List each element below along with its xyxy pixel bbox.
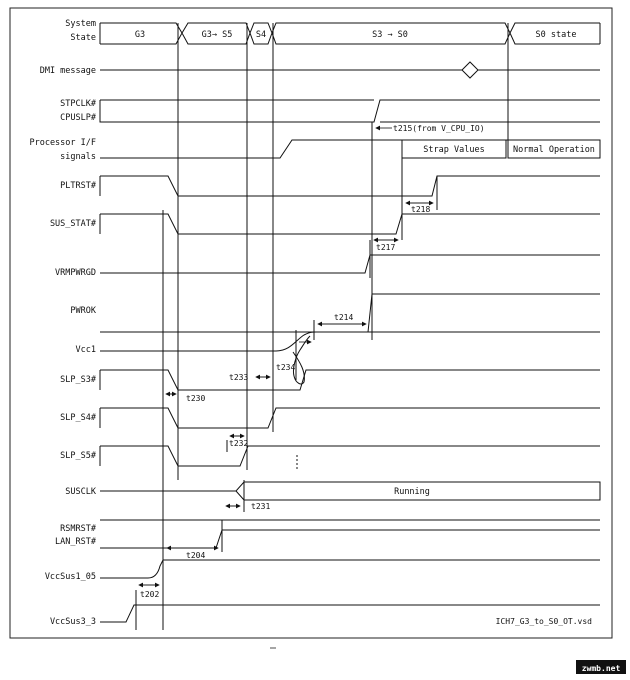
system-state-bus: [100, 23, 600, 44]
timing-t204: t204: [186, 551, 206, 560]
strap-values-label: Strap Values: [423, 145, 485, 155]
reference-lines: [136, 23, 508, 630]
state-s4: S4: [255, 30, 267, 40]
susclk-wave: [100, 482, 600, 500]
label-stpclk: STPCLK#: [60, 99, 96, 109]
label-cpuslp: CPUSLP#: [60, 113, 96, 123]
processor-if-wave: [100, 140, 600, 158]
label-processor-if: Processor I/F: [29, 138, 96, 148]
signal-labels: [29, 19, 96, 627]
state-g3: G3: [134, 30, 146, 40]
label-vccsus1-05: VccSus1_05: [44, 572, 96, 582]
timing-t233: t233: [229, 373, 249, 382]
timing-t230: t230: [186, 394, 206, 403]
running-label: Running: [394, 487, 430, 497]
label-slp-s5: SLP_S5#: [60, 451, 96, 461]
timing-t218: t218: [411, 205, 431, 214]
stpclk-cpuslp-wave: [100, 100, 600, 122]
label-pwrok: PWROK: [70, 306, 96, 316]
slp-s5-wave: [100, 446, 600, 466]
label-sus-stat: SUS_STAT#: [49, 219, 96, 229]
timing-t215: t215(from V_CPU_IO): [393, 124, 485, 133]
timing-t217: t217: [376, 243, 396, 252]
slp-s4-wave: [100, 408, 600, 428]
sus-stat-wave: [100, 214, 600, 234]
pltrst-wave: [100, 176, 600, 196]
label-dmi-message: DMI message: [39, 66, 96, 76]
state-s0: S0 state: [535, 30, 577, 40]
rsmrst-wave: [100, 520, 600, 548]
normal-operation-label: Normal Operation: [513, 145, 595, 155]
label-processor-if-2: signals: [60, 152, 96, 162]
label-system-state: System: [65, 19, 96, 29]
label-vccsus3-3: VccSus3_3: [49, 617, 96, 627]
label-slp-s3: SLP_S3#: [60, 375, 96, 385]
watermark: zwmb.net: [581, 664, 621, 673]
label-slp-s4: SLP_S4#: [60, 413, 96, 423]
label-susclk: SUSCLK: [65, 487, 96, 497]
timing-arrows: [139, 128, 433, 585]
vrmpwrgd-wave: [100, 255, 600, 273]
label-system-state-2: State: [70, 33, 96, 43]
state-g3-s5: G3→ S5: [201, 30, 233, 40]
label-vrmpwrgd: VRMPWRGD: [55, 268, 96, 278]
label-vcc1: Vcc1: [75, 345, 96, 355]
timing-t231: t231: [251, 502, 271, 511]
label-lanrst: LAN_RST#: [55, 537, 96, 547]
state-s3-s0: S3 → S0: [372, 30, 408, 40]
timing-t232: t232: [229, 439, 249, 448]
timing-t202: t202: [140, 590, 160, 599]
timing-labels: [140, 124, 485, 599]
diagram-filename: ICH7_G3_to_S0_OT.vsd: [495, 617, 592, 626]
label-pltrst: PLTRST#: [60, 181, 96, 191]
timing-t234: t234: [276, 363, 296, 372]
dmi-message-wave: [100, 62, 600, 78]
timing-t214: t214: [334, 313, 354, 322]
vccsus1-05-wave: [100, 560, 600, 578]
slp-s3-wave: [100, 370, 600, 390]
label-rsmrst: RSMRST#: [60, 524, 96, 534]
